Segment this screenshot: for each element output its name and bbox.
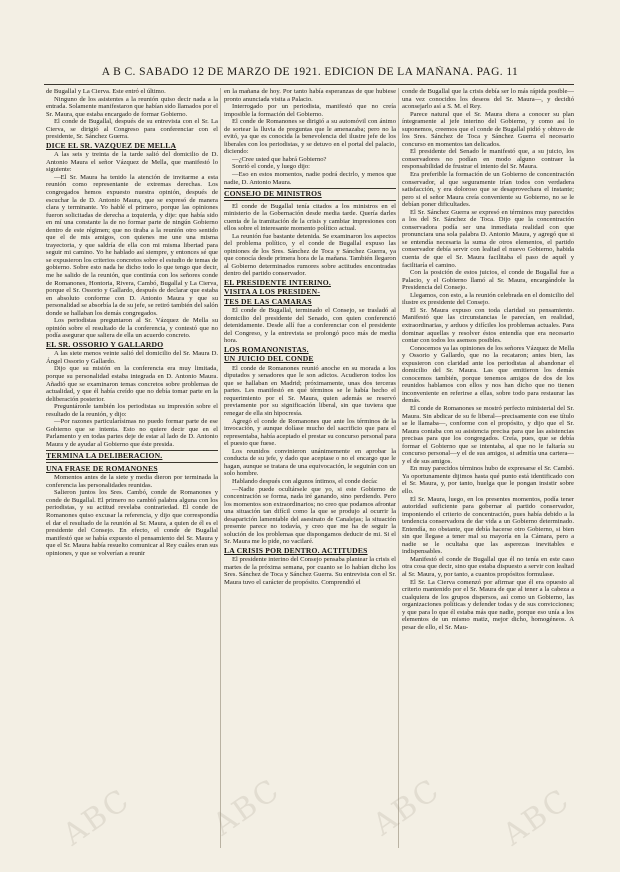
article-paragraph: El conde de Romanones se dirigió a su automóvil con ánimo de sortear la lluvia de preguntas que le amenazaba; pero no la evitó, ya que es conocida la benevolencia del ilustre jefe de los liberales con los periodistas, y se detuvo en el portal del palacio, diciendo: bbox=[224, 118, 396, 156]
article-paragraph: en la mañana de hoy. Por tanto había esperanzas de que hubiese pronto anunciada visita a Palacio. bbox=[224, 88, 396, 103]
article-paragraph: Momentos antes de la siete y media dieron por terminada la conferencia las personalidades reunidas. bbox=[46, 474, 218, 489]
section-heading: LA CRISIS POR DENTRO. ACTITUDES bbox=[224, 546, 368, 555]
section-heading: UN JUICIO DEL CONDE bbox=[224, 355, 314, 364]
column-2 bbox=[224, 88, 396, 848]
article-paragraph: Sonrió el conde, y luego dijo: bbox=[232, 163, 311, 171]
article-paragraph: Parece natural que el Sr. Maura diera a conocer su plan íntegramente al jefe interino del Gobierno, y como así lo suponemos, creemos que el conde de Bugallal pidió y obtuvo de los Sres. Sánchez de Toca y Sánchez Guerra el necesario concurso en momentos tan delicados. bbox=[402, 110, 574, 148]
article-paragraph: A las siete menos veinte salió del domicilio del Sr. Maura D. Ángel Ossorio y Gallardo. bbox=[46, 350, 218, 365]
article-paragraph: conde de Bugallal que la crisis debía ser lo más rápida posible—una vez conocidos los deseos del Sr. Maura—, y decidió aconsejarlo así a S. M. el Rey. bbox=[402, 88, 574, 111]
article-paragraph: En muy parecidos términos hubo de expresarse el Sr. Cambó. Ya oportunamente dijimos hasta qué punto está identificado con el Sr. Maura, y, por tanto, huelga que le pongan insistir sobre ello. bbox=[402, 465, 574, 495]
section-heading: EL SR. OSSORIO Y GALLARDO bbox=[46, 340, 164, 349]
article-paragraph: El conde de Bugallal, después de su entrevista con el Sr. La Cierva, se dirigió al Congreso para conferenciar con el presidente, Sr. Sánchez Guerra. bbox=[46, 118, 218, 141]
article-paragraph: Llegamos, con esto, a la reunión celebrada en el domicilio del ilustre ex presidente del Consejo. bbox=[402, 291, 574, 307]
column-3 bbox=[402, 88, 574, 848]
article-paragraph: Hablando después con algunos íntimos, el conde decía: bbox=[232, 477, 378, 485]
section-heading: TERMINA LA DELIBERACION. bbox=[46, 450, 218, 462]
section-heading: DICE EL SR. VAZQUEZ DE MELLA bbox=[46, 141, 177, 150]
article-paragraph: —El Sr. Maura ha tenido la atención de invitarme a esta reunión como representante de extremas derechas. Los congregados hemos expuesto nuestra opinión, después de escuchar la de D. Antonio Maura, que se expresó de manera clara y terminante. Yo hablé el primero, porque las opiniones fueron solicitadas de derecha a izquierda, y dije: que había sido en mí una constante la de no formar parte de ningún Gobierno dentro de este régimen; que no tiraba a la reunión otro sentido que el de mis amigos, con quienes me une una misma trayectoria, y que saldría de ella con mi misma libertad para seguir mi camino. Yo he hablado así siempre, y entonces sé que se expusieron los criterios concretos sobre el estudio de temas de gobierno. Sobre esto nada he dicho todo lo que tengo que decir, me he salido de la reunión, que continúa con los señores conde de Romanones, Hontoria, Rivera, Cambó, Bugallal y La Cierva, porque el Sr. Ossorio y Gallardo, después de declarar que estaba en absoluto conforme con D. Antonio Maura y que su personalidad se absorbía la de su jefe, se retiró también del salón donde se hallaban los demás congregados. bbox=[46, 173, 218, 317]
section-heading: CONSEJO DE MINISTROS bbox=[224, 188, 396, 200]
section-heading: TES DE LAS CAMARAS bbox=[224, 297, 312, 306]
article-paragraph: El Sr. Sánchez Guerra se expresó en términos muy parecidos a los del Sr. Sánchez de Toca. Dijo que la concentración conservadora podía ser una inmediata realidad con que pronunciara una sola palabra D. Antonio Maura, y agregó que si se entendía necesaria la suma de otros elementos, el partido conservador debía servir con lealtad el nuevo Gobierno, habida cuenta de que el Sr. Maura facilitaba el paso de aquél y facilitaría el camino. bbox=[402, 208, 574, 269]
article-paragraph: El conde de Romanones se mostró perfecto ministerial del Sr. Maura. Sin abdicar de su fe liberal—precisamente con ese título se le llamaba—, conforme con el propósito, y dijo que el Sr. Maura contaba con su asistencia precisa para que las asistencias precisas para que los congregados. Creía, pues, que se debía formar el Gobierno que se intentaba, al que no le faltaría su concurso personal—y el de sus amigos, si admitía una cartera—y el de sus amigos. bbox=[402, 404, 574, 465]
article-paragraph: —Por razones particularísimas no puedo formar parte de ese Gobierno que se intenta. Esto no quiere decir que en el Parlamento y en todas partes deje de estar al lado de D. Antonio Maura y de ayudar al Gobierno que éste presida. bbox=[46, 418, 218, 448]
article-paragraph: A las seis y treinta de la tarde salió del domicilio de D. Antonio Maura el señor Vázquez de Mella, que manifestó lo siguiente: bbox=[46, 151, 218, 174]
column-divider bbox=[220, 88, 221, 848]
article-paragraph: El presidente del Senado le manifestó que, a su juicio, los conservadores no podían en modo alguno contraer la responsabilidad de frustrar el intento del Sr. Maura. bbox=[402, 148, 574, 171]
article-paragraph: El presidente interino del Consejo pensaba plantear la crisis el martes de la próxima semana, por cuanto se lo habían dicho los Sres. Sánchez de Toca y Sánchez Guerra. Su entrevista con el Sr. Maura tuvo el carácter de propósito. Comprendió el bbox=[224, 556, 396, 586]
article-paragraph: Era preferible la formación de un Gobierno de concentración conservador, al que seguramente irían todos con verdadera satisfacción, y era doloroso que se desaprovechara el instante; pero si el señor Maura creía conveniente su Gobierno, no se le debían poner dificultades. bbox=[402, 171, 574, 209]
article-paragraph: Interrogado por un periodista, manifestó que no creía imposible la formación del Gobierno. bbox=[224, 103, 396, 118]
article-paragraph: Salieron juntos los Sres. Cambó, conde de Romanones y conde de Bugallal. El primero no cambió palabra alguna con los periodistas, y su actitud revelaba contrariedad. El conde de Romanones quiso excusar la referencia, y dijo que correspondía el dar el resultado de la reunión al Sr. Maura, a quien de él es el presidente del Consejo. En efecto, el conde de Bugallal manifestó que se había expuesto el pensamiento del Sr. Maura y que el Sr. Maura había resuelto comunicar al Rey cuáles eran sus opiniones, y que se volverían a reunir bbox=[46, 489, 218, 557]
watermark: ABC bbox=[496, 782, 577, 853]
article-paragraph: de Bugallal y La Cierva. Este entró el último. bbox=[46, 88, 166, 95]
section-heading: UNA FRASE DE ROMANONES bbox=[46, 464, 158, 473]
article-paragraph: Ninguno de los asistentes a la reunión quiso decir nada a la entrada. Solamente manifestaron que habían sido llamados por el Sr. Maura, que estaba encargado de formar Gobierno. bbox=[46, 95, 218, 118]
article-paragraph: La reunión fue bastante detenida. Se examinaron los aspectos del problema político, y el conde de Bugallal expuso las opiniones de los Sres. Sánchez de Toca y Sánchez Guerra, ya que conocía desde primera hora de la mañana. También llegaron al Gobierno determinados rumores sobre actitudes encontradas dentro del partido conservador. bbox=[224, 232, 396, 278]
column-1 bbox=[46, 88, 218, 848]
section-heading: EL PRESIDENTE INTERINO. bbox=[224, 278, 331, 287]
article-paragraph: Conocemos ya las opiniones de los señores Vázquez de Mella y Ossorio y Gallardo, que no la recataron; antes bien, las expusieron con claridad ante los periodistas al abandonar el domicilio del Sr. Maura. Las que emitieron los demás conocemos también, porque tenemos amigos de dos de los reunidos hablamos con ellos y nos han dicho que no tienen inconveniente en referirse a ellas, sobre todo para restaurar las demás. bbox=[402, 344, 574, 405]
watermark: ABC bbox=[56, 782, 137, 853]
article-paragraph: El Sr. Maura, luego, en los presentes momentos, podía tener autoridad suficiente para gobernar al partido conservador, imponiendo el criterio de concentración, pues había debido a la tendencia conservadora de dar vida a un Gobierno determinado. Entendía, no obstante, que debía hacerse otro Gobierno, si bien sin que llegase a tener mal su mayoría en la Cámara, pero a nadie se le ocultaba que las asperezas inevitables e indispensables. bbox=[402, 495, 574, 556]
column-divider bbox=[398, 88, 399, 848]
article-paragraph: Agregó el conde de Romanones que ante los términos de la invocación, y aunque dolíase mucho del sacrificio que para el representaba, había aceptado el prestar su concurso personal para el puesto que fuese. bbox=[224, 417, 396, 448]
article-paragraph: El conde de Romanones reunió anoche en su morada a los diputados y senadores que le son adictos. Acudieron todos los que se hallaban en Madrid; próximamente, unas dos terceras partes. Les manifestó en qué términos se le había hecho el requerimiento por el Sr. Maura, quien además se reservó previamente por su significación liberal, sin que tuviera que renegar de ella sin hipocresía. bbox=[224, 364, 396, 418]
article-paragraph: El conde de Bugallal, terminado el Consejo, se trasladó al domicilio del presidente del Senado, con quien conferenció detenidamente. Desde allí fue a conferenciar con el presidente del Congreso, y la entrevista se prolongó poco más de media hora. bbox=[224, 307, 396, 345]
article-paragraph: —Nadie puede ocultársele que yo, si este Gobierno de concentración se forma, nada iré ganando, sino perdiendo. Pero los momentos son extraordinarios; no creo que podamos afrontar una situación tan difícil como la que se produjo al ocurrir la desaparición lamentable del asesinato de Canalejas; la situación presente parece no todavía, y creo que me ha de seguir la solución de los problemas que dispongamos deducir de mi. Si el Sr. Maura me lo pide, no vacilaré. bbox=[224, 485, 396, 546]
watermark: ABC bbox=[206, 772, 287, 843]
article-paragraph: Preguntáronle también los periodistas su impresión sobre el resultado de la reunión, y dijo: bbox=[46, 403, 218, 418]
article-paragraph: Los periodistas preguntaron al Sr. Vázquez de Mella su opinión sobre el resultado de la conferencia, y contestó que no podía asegurar que saliera de ella un acuerdo concreto. bbox=[46, 317, 218, 340]
article-paragraph: Dijo que su misión en la conferencia era muy limitada, porque su personalidad estaba integrada en D. Antonio Maura. Añadió que se examinaron temas concretos sobre problemas de actualidad, y que él había creído que no debía tomar parte en la deliberación posterior. bbox=[46, 365, 218, 403]
watermark: ABC bbox=[366, 772, 447, 843]
article-paragraph: El Sr. Maura expuso con toda claridad su pensamiento. Manifestó que las circunstancias le parecían, en realidad, extraordinarias, y arduos y difíciles los problemas actuales. Para dominar aquellas y resolver éstos entendía que era necesario contar con todos los asensos posibles. bbox=[402, 306, 574, 345]
header-rule bbox=[44, 84, 574, 85]
article-paragraph: Con la posición de estos juicios, el conde de Bugallal fue a Palacio, y el Gobierno llamó al Sr. Maura, encargándole la Presidencia del Consejo. bbox=[402, 269, 574, 292]
article-paragraph: Los reunidos convinieron unánimemente en aprobar la conducta de su jefe, y dado que aceptase o no el encargo que le hagan, aunque se tratara de una equivocación, le seguirán con un solo hombre. bbox=[224, 447, 396, 478]
section-heading: LOS ROMANONISTAS. bbox=[224, 345, 309, 354]
page-header: A B C. SABADO 12 DE MARZO DE 1921. EDICION DE LA MAÑANA. PAG. 11 bbox=[101, 66, 519, 78]
article-paragraph: —¿Cree usted que habrá Gobierno? bbox=[232, 155, 327, 163]
section-heading: VISITA A LOS PRESIDEN- bbox=[224, 288, 321, 297]
article-paragraph: Manifestó el conde de Bugallal que él no tenía en este caso otra cosa que decir, sino que estaba dispuesto a servir con lealtad al Sr. Maura, y, por tanto, a cuantos propósitos formulase. bbox=[402, 555, 574, 578]
article-paragraph: —Eso en estos momentos, nadie podrá decirlo, y menos que nadie, D. Antonio Maura. bbox=[224, 171, 396, 186]
article-paragraph: El conde de Bugallal tenía citados a los ministros en el ministerio de la Gobernación desde media tarde. Quería darles cuenta de la tramitación de la crisis y cambiar impresiones con ellos sobre el interesante momento político actual. bbox=[224, 202, 396, 233]
article-paragraph: El Sr. La Cierva comenzó por afirmar que él era opuesto al criterio mantenido por el Sr. Maura de que al tener a la cabeza a cualquiera de los grupos dispersos, así como un Gobierno, las organizaciones políticas y defender todas y de sus convicciones; y que para lo que él estaba más que nadie, porque eso unía a los elementos de un mismo matiz, mejor dicho, homogéneos. A pesar de ello, el Sr. Mau- bbox=[402, 578, 574, 631]
